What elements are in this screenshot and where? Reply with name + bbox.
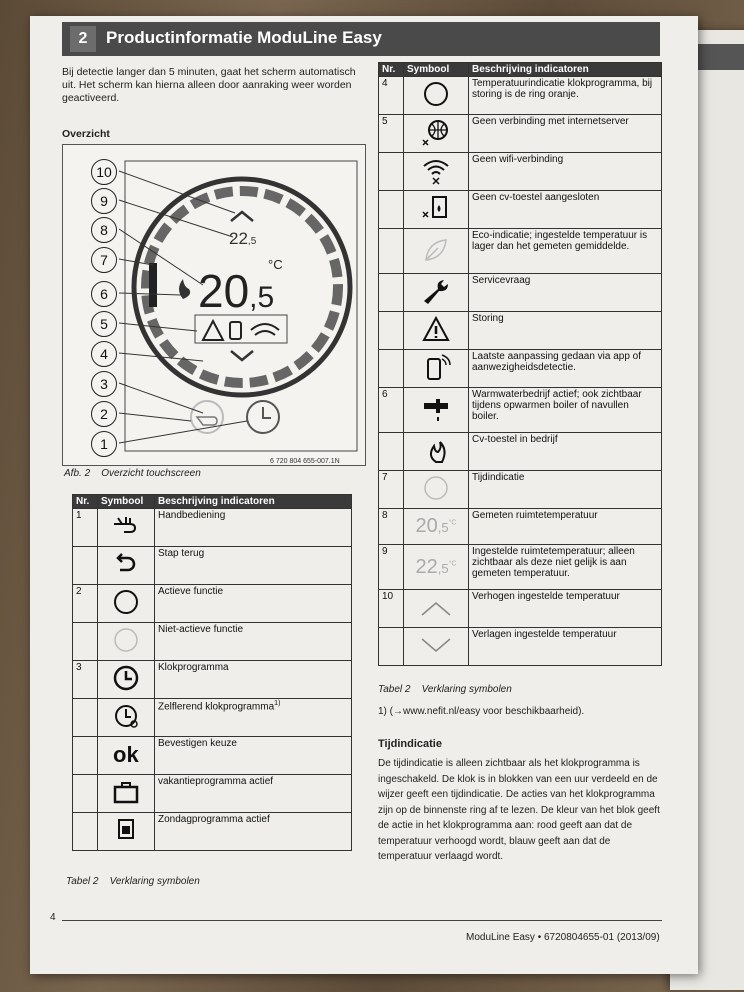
chevron-up-icon: [420, 615, 452, 626]
suitcase-icon: [110, 800, 142, 811]
chevron-down-icon: [420, 653, 452, 664]
touchscreen-figure: [62, 144, 366, 466]
phone-app-icon: [420, 375, 452, 386]
table-row: [379, 471, 662, 509]
row-symbol: [98, 813, 155, 851]
row-description: Verlagen ingestelde temperatuur: [469, 628, 662, 666]
table-row: [73, 509, 352, 547]
table-row: [73, 737, 352, 775]
callout-7: 7: [91, 247, 117, 273]
row-symbol: [98, 623, 155, 661]
row-symbol: [404, 433, 469, 471]
leader-line: [119, 383, 203, 413]
down-chevron: [231, 351, 253, 360]
circle-inactive-icon: [110, 648, 142, 659]
row-symbol: [98, 699, 155, 737]
row-symbol: [404, 350, 469, 388]
table-row: [73, 623, 352, 661]
table-row: [73, 699, 352, 737]
table-row: [379, 388, 662, 433]
table-row: [379, 509, 662, 545]
row-nr: 6: [379, 388, 404, 433]
right-table-caption: [378, 684, 512, 695]
row-nr: [73, 737, 98, 775]
hand-icon: [110, 534, 142, 545]
row-description: Geen wifi-verbinding: [469, 153, 662, 191]
leader-line: [119, 200, 233, 237]
sunday-program-icon: [110, 838, 142, 849]
left-caption-label: Tabel 2: [66, 876, 99, 887]
row-symbol: [404, 115, 469, 153]
row-nr: [379, 274, 404, 312]
row-description: Cv-toestel in bedrijf: [469, 433, 662, 471]
back-arrow-icon: [110, 572, 142, 583]
room-temp-icon: $20,5^{^\circ C}$: [415, 515, 457, 537]
row-symbol: [404, 312, 469, 350]
row-description: Stap terug: [155, 547, 352, 585]
table-row: [379, 350, 662, 388]
row-symbol: [404, 229, 469, 274]
row-symbol: [404, 153, 469, 191]
tijdindicatie-heading: Tijdindicatie: [378, 738, 442, 750]
up-chevron: [231, 212, 253, 221]
row-nr: [73, 547, 98, 585]
table-row: [379, 590, 662, 628]
left-table-caption: [66, 876, 200, 887]
figure-caption-label: Afb. 2: [64, 468, 91, 479]
row-symbol: [98, 737, 155, 775]
time-circle-icon: [420, 496, 452, 507]
no-wifi-icon: [420, 178, 452, 189]
table-row: [379, 545, 662, 590]
tap-icon: [420, 417, 452, 428]
row-symbol: [98, 775, 155, 813]
row-nr: 10: [379, 590, 404, 628]
table-row: [73, 547, 352, 585]
clock-hand: [263, 407, 271, 418]
symbols-table-left: [72, 494, 352, 851]
wifi-icon: [251, 324, 279, 335]
row-symbol: [404, 545, 469, 590]
row-symbol: [404, 509, 469, 545]
row-symbol: [404, 590, 469, 628]
row-description: Eco-indicatie; ingestelde temperatuur is lager dan het gemeten gemiddelde.: [469, 229, 662, 274]
figure-caption: [64, 468, 201, 479]
chapter-header: [62, 22, 660, 56]
callout-6: 6: [91, 281, 117, 307]
row-description: Actieve functie: [155, 585, 352, 623]
row-nr: [379, 191, 404, 229]
row-description: Bevestigen keuze: [155, 737, 352, 775]
page-number: 4: [50, 912, 56, 923]
row-description: vakantieprogramma actief: [155, 775, 352, 813]
row-description: Gemeten ruimtetemperatuur: [469, 509, 662, 545]
table-row: [379, 433, 662, 471]
row-nr: 2: [73, 585, 98, 623]
intro-text: Bij detectie langer dan 5 minuten, gaat het scherm automatisch uit. Het scherm kan hierna alleen door aanraking weer worden geactiveerd.: [62, 66, 356, 104]
row-nr: [73, 623, 98, 661]
row-symbol: [98, 509, 155, 547]
footer-rule: [62, 920, 662, 921]
table-row: [379, 312, 662, 350]
row-description: Tijdindicatie: [469, 471, 662, 509]
footer-text: ModuLine Easy • 6720804655-01 (2013/09): [466, 932, 660, 943]
row-symbol: [404, 471, 469, 509]
callout-8: 8: [91, 217, 117, 243]
row-description: Geen verbinding met internetserver: [469, 115, 662, 153]
row-nr: [73, 775, 98, 813]
table-row: [379, 153, 662, 191]
table-row: [379, 191, 662, 229]
ok-icon: [110, 742, 142, 773]
circle-active-icon: [110, 610, 142, 621]
callout-3: 3: [91, 371, 117, 397]
svg-text:ok: ok: [113, 742, 139, 767]
right-caption-text: Verklaring symbolen: [421, 684, 512, 695]
row-description: Ingestelde ruimtetemperatuur; alleen zichtbaar als deze niet gelijk is aan gemeten temperatuur.: [469, 545, 662, 590]
callout-1: 1: [91, 431, 117, 457]
callout-5: 5: [91, 311, 117, 337]
table-row: [73, 775, 352, 813]
table-row: [73, 661, 352, 699]
col-symbool: Symbool: [404, 63, 469, 77]
set-temp-icon: $22,5^{^\circ C}$: [415, 555, 457, 578]
callout-4: 4: [91, 341, 117, 367]
row-nr: 4: [379, 77, 404, 115]
row-nr: [379, 628, 404, 666]
phone-icon: [230, 322, 241, 339]
symbols-table-right: [378, 62, 662, 666]
overview-heading: Overzicht: [62, 128, 110, 140]
row-nr: [379, 229, 404, 274]
row-symbol: [404, 191, 469, 229]
row-symbol: [404, 274, 469, 312]
table-row: [379, 274, 662, 312]
row-symbol: [404, 388, 469, 433]
footnote: 1) (→www.nefit.nl/easy voor beschikbaarheid).: [378, 706, 585, 717]
row-description: Storing: [469, 312, 662, 350]
flame-icon: [420, 458, 452, 469]
hand-icon: [197, 417, 217, 425]
flame-icon: [179, 279, 190, 299]
tijdindicatie-text: De tijdindicatie is alleen zichtbaar als het klokprogramma is ingeschakeld. De klok is in blokken van een uur verdeeld en de wijzer geeft een tijdindicatie. De acties van het klokprogramma zijn op de binnenste ring af te lezen. De kleur van het blok geeft de actie in het klokprogramma aan: rood geeft aan dat de temperatuur verhoogd wordt, blauw geeft aan dat de temperatuur verlaagd wordt.: [378, 758, 660, 862]
row-symbol: [404, 77, 469, 115]
unit-label: °C: [268, 257, 283, 272]
col-nr: Nr.: [73, 495, 98, 509]
row-nr: 7: [379, 471, 404, 509]
chapter-number: 2: [70, 26, 96, 52]
table-row: [379, 115, 662, 153]
row-description: Klokprogramma: [155, 661, 352, 699]
col-beschrijving: Beschrijving indicatoren: [469, 63, 662, 77]
ring-icon: [420, 102, 452, 113]
table-row: [379, 628, 662, 666]
warning-icon: [420, 337, 452, 348]
leader-line: [119, 413, 191, 421]
left-caption-text: Verklaring symbolen: [109, 876, 200, 887]
row-nr: [379, 153, 404, 191]
col-symbool: Symbool: [98, 495, 155, 509]
row-nr: [73, 699, 98, 737]
row-symbol: [98, 547, 155, 585]
callout-9: 9: [91, 188, 117, 214]
time-bar: [149, 263, 157, 307]
row-description: Temperatuurindicatie klokprogramma, bij storing is de ring oranje.: [469, 77, 662, 115]
set-temp: 22,5: [229, 229, 257, 248]
row-description: Servicevraag: [469, 274, 662, 312]
row-description: Warmwaterbedrijf actief; ook zichtbaar tijdens opwarmen boiler of navullen boiler.: [469, 388, 662, 433]
col-beschrijving: Beschrijving indicatoren: [155, 495, 352, 509]
warning-icon: [203, 321, 223, 340]
no-boiler-icon: [420, 216, 452, 227]
table-row: [73, 585, 352, 623]
eco-leaf-icon: [420, 258, 452, 269]
row-nr: [379, 312, 404, 350]
wrench-icon: [420, 299, 452, 310]
table-row: [73, 813, 352, 851]
leader-line: [119, 421, 247, 443]
row-nr: 3: [73, 661, 98, 699]
row-symbol: [98, 585, 155, 623]
clock-learning-icon: [110, 724, 142, 735]
row-nr: 5: [379, 115, 404, 153]
table-row: [379, 77, 662, 115]
row-symbol: [404, 628, 469, 666]
row-description: Verhogen ingestelde temperatuur: [469, 590, 662, 628]
row-description: Niet-actieve functie: [155, 623, 352, 661]
col-nr: Nr.: [379, 63, 404, 77]
right-caption-label: Tabel 2: [378, 684, 411, 695]
callout-10: 10: [91, 159, 117, 185]
row-nr: 9: [379, 545, 404, 590]
table-row: [379, 229, 662, 274]
row-description: Handbediening: [155, 509, 352, 547]
chapter-title: Productinformatie ModuLine Easy: [106, 28, 382, 47]
row-description: Laatste aanpassing gedaan via app of aanwezigheidsdetectie.: [469, 350, 662, 388]
row-nr: 1: [73, 509, 98, 547]
room-temp: 20,5: [198, 265, 275, 317]
no-internet-icon: [420, 140, 452, 151]
figure-caption-text: Overzicht touchscreen: [101, 468, 201, 479]
row-nr: 8: [379, 509, 404, 545]
figure-code: 6 720 804 655-007.1N: [270, 458, 340, 465]
row-description: Zelflerend klokprogramma$^{1)}$: [155, 699, 352, 737]
callout-2: 2: [91, 401, 117, 427]
row-nr: [379, 350, 404, 388]
row-description: Geen cv-toestel aangesloten: [469, 191, 662, 229]
row-description: Zondagprogramma actief: [155, 813, 352, 851]
clock-icon: [110, 686, 142, 697]
row-nr: [379, 433, 404, 471]
row-nr: [73, 813, 98, 851]
row-symbol: [98, 661, 155, 699]
